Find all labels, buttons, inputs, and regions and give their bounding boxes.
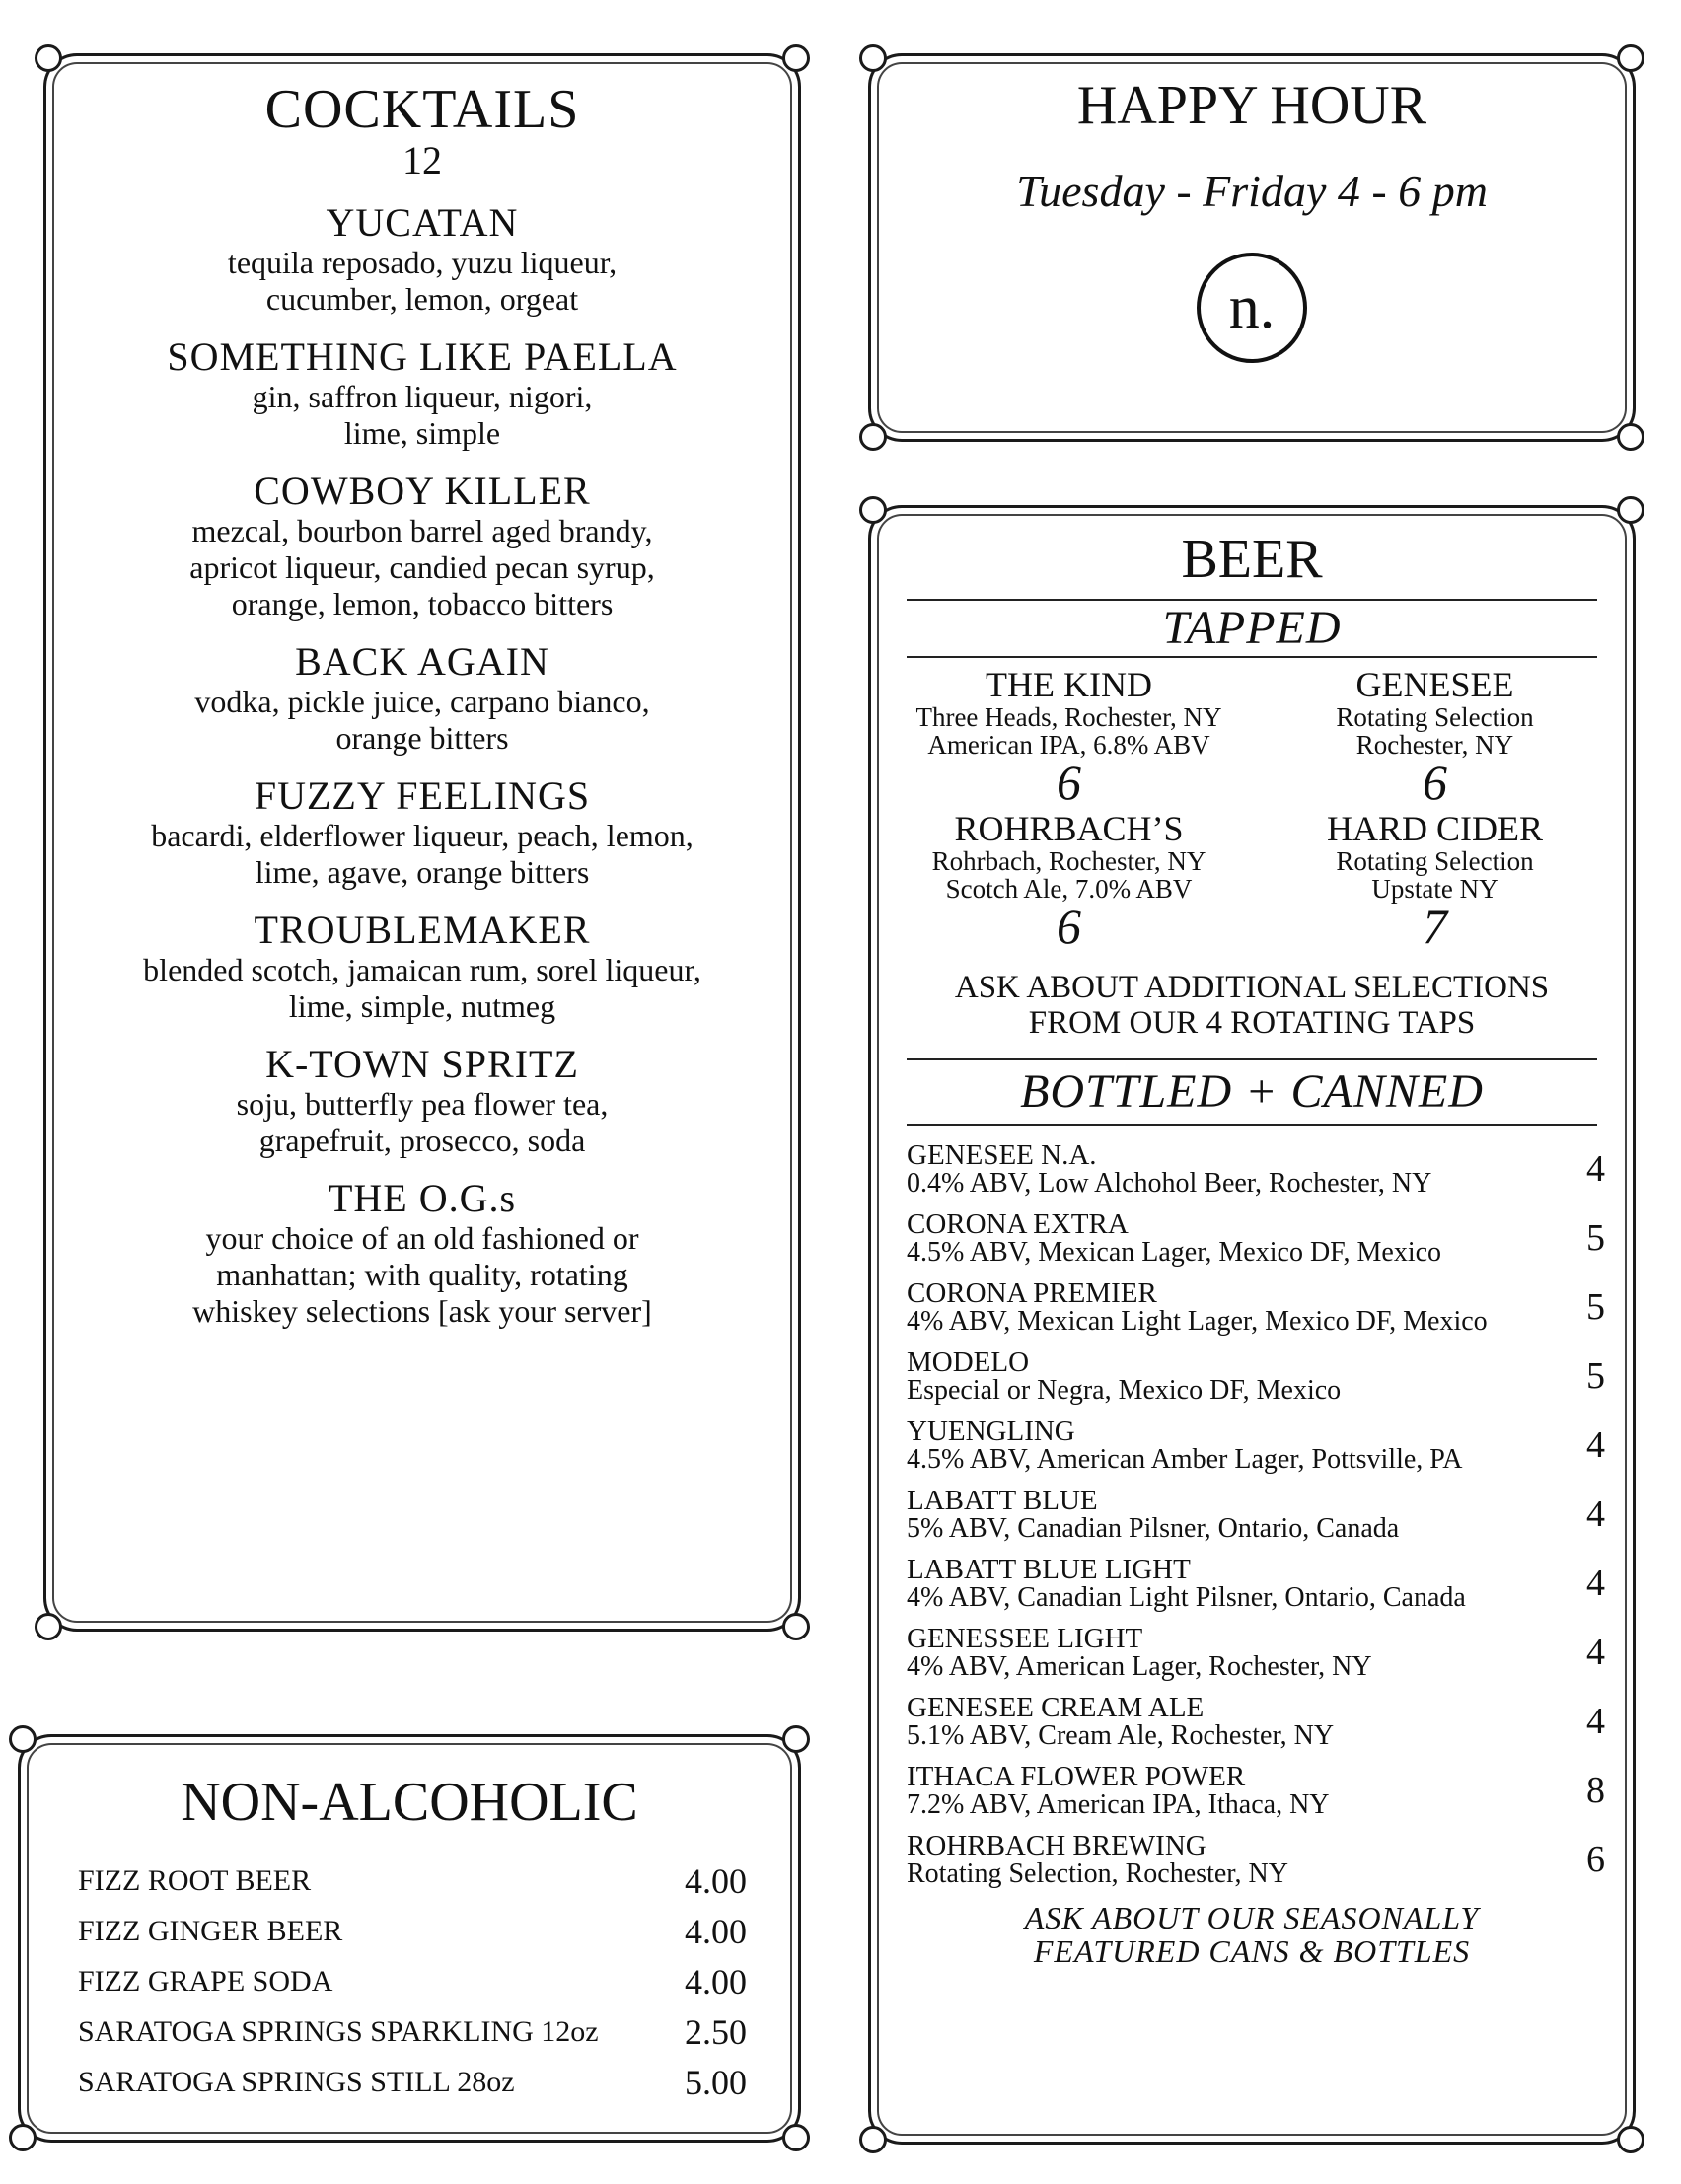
bottle-detail: 4% ABV, American Lager, Rochester, NY [907,1651,1372,1682]
bottled-heading: BOTTLED + CANNED [1020,1065,1484,1118]
tap-item [891,665,1247,810]
bottle-detail: 0.4% ABV, Low Alchohol Beer, Rochester, NY [907,1168,1432,1199]
bottle-price: 4 [1586,1563,1605,1604]
bottle-info [907,1763,1330,1820]
rotating-taps-note [891,970,1613,1041]
bottle-name: MODELO [907,1347,1030,1378]
cocktail-name: YUCATAN [326,200,519,245]
bottle-item [871,1348,1633,1406]
bottle-name: LABATT BLUE [907,1485,1098,1516]
panel-corner [782,2124,810,2151]
tap-style: American IPA, 6.8% ABV [927,730,1210,760]
tap-price: 7 [1423,899,1447,954]
bottle-name: GENESEE CREAM ALE [907,1692,1205,1723]
tap-style: Scotch Ale, 7.0% ABV [945,874,1193,904]
tap-item [891,809,1247,954]
panel-corner [9,1725,37,1753]
tap-item [1257,809,1613,954]
cocktail-item [46,1043,798,1159]
bottle-detail: Especial or Negra, Mexico DF, Mexico [907,1375,1342,1406]
happy-hour-time: Tuesday - Friday 4 - 6 pm [1016,166,1488,216]
bottle-info [907,1487,1399,1544]
bottle-name: YUENGLING [907,1416,1075,1447]
bottle-detail: 4% ABV, Mexican Light Lager, Mexico DF, Mexico [907,1306,1488,1337]
cocktail-description: blended scotch, jamaican rum, sorel liqueur, [143,952,701,987]
tap-name: ROHRBACH’S [954,809,1184,848]
drink-name: FIZZ ROOT BEER [78,1863,312,1897]
seasonal-note [871,1901,1633,1968]
bottle-price: 5 [1586,1355,1605,1397]
panel-corner [859,44,887,72]
bottle-detail: 5.1% ABV, Cream Ale, Rochester, NY [907,1720,1335,1751]
drink-price: 4.00 [685,1911,747,1951]
cocktail-description: lime, agave, orange bitters [255,854,590,890]
panel-corner [782,1725,810,1753]
ask-line: FROM OUR 4 ROTATING TAPS [1028,1005,1476,1041]
cocktail-item [46,1177,798,1330]
bottle-price: 4 [1586,1632,1605,1673]
cocktail-description: soju, butterfly pea flower tea, [236,1086,609,1122]
non-alcoholic-item [21,1956,798,2006]
panel-corner [859,2126,887,2153]
bottle-name: GENESSEE LIGHT [907,1623,1143,1654]
bottle-price: 4 [1586,1493,1605,1535]
cocktail-description: lime, simple [343,415,501,451]
tap-price: 6 [1423,755,1447,810]
restaurant-logo [1197,253,1307,363]
bottle-item [871,1625,1633,1682]
beer-panel [868,505,1636,2145]
cocktails-panel [43,53,801,1632]
beer-title: BEER [1181,529,1323,590]
non-alcoholic-item [21,2006,798,2057]
bottle-item [871,1210,1633,1268]
cocktail-description: orange bitters [335,720,509,756]
cocktail-description: grapefruit, prosecco, soda [258,1123,586,1158]
panel-corner [859,496,887,524]
bottle-name: CORONA EXTRA [907,1208,1129,1240]
panel-corner [782,1613,810,1640]
bottle-price: 8 [1586,1770,1605,1811]
cocktail-description: manhattan; with quality, rotating [216,1257,628,1292]
divider [907,1124,1597,1126]
cocktail-description: cucumber, lemon, orgeat [265,281,579,317]
bottle-item [871,1763,1633,1820]
bottle-price: 6 [1586,1839,1605,1880]
panel-corner [9,2124,37,2151]
bottle-info [907,1418,1463,1475]
non-alcoholic-item [21,1906,798,1956]
cocktail-description: orange, lemon, tobacco bitters [231,586,614,621]
cocktail-description: gin, saffron liqueur, nigori, [252,379,593,414]
cocktail-name: COWBOY KILLER [254,469,591,513]
drink-price: 2.50 [685,2011,747,2052]
cocktail-name: THE O.G.s [328,1176,517,1220]
cocktail-description: vodka, pickle juice, carpano bianco, [194,684,650,719]
panel-corner [35,1613,62,1640]
bottle-detail: 4% ABV, Canadian Light Pilsner, Ontario, Canada [907,1582,1466,1613]
panel-corner [1617,496,1644,524]
cocktails-price: 12 [402,138,442,182]
bottle-info [907,1556,1466,1613]
non-alcoholic-title: NON-ALCOHOLIC [181,1772,638,1833]
bottle-detail: 4.5% ABV, Mexican Lager, Mexico DF, Mexico [907,1237,1442,1268]
divider [907,1058,1597,1060]
cocktail-name: SOMETHING LIKE PAELLA [167,334,678,379]
bottle-detail: 7.2% ABV, American IPA, Ithaca, NY [907,1789,1330,1820]
happy-hour-panel [868,53,1636,442]
cocktail-name: TROUBLEMAKER [254,908,591,952]
tapped-heading: TAPPED [1162,602,1342,654]
non-alcoholic-list [21,1856,798,2107]
cocktails-title: COCKTAILS [264,79,580,140]
bottle-info [907,1694,1334,1751]
tap-style: Rochester, NY [1355,730,1514,760]
drink-price: 4.00 [685,1961,747,2002]
panel-corner [782,44,810,72]
bottle-info [907,1348,1341,1406]
tap-brewery: Rohrbach, Rochester, NY [931,846,1206,876]
cocktail-description: bacardi, elderflower liqueur, peach, lemon, [151,818,694,853]
non-alcoholic-item [21,1856,798,1906]
tap-price: 6 [1057,755,1081,810]
drink-name: SARATOGA SPRINGS SPARKLING 12oz [78,2014,599,2048]
bottle-info [907,1625,1372,1682]
tap-name: THE KIND [986,665,1152,704]
cocktail-description: apricot liqueur, candied pecan syrup, [189,549,655,585]
panel-corner [35,44,62,72]
bottle-detail: Rotating Selection, Rochester, NY [907,1858,1288,1889]
bottle-item [871,1556,1633,1613]
cocktail-item [46,774,798,891]
cocktail-item [46,640,798,757]
cocktail-name: FUZZY FEELINGS [254,773,591,818]
cocktail-description: tequila reposado, yuzu liqueur, [227,245,618,280]
non-alcoholic-panel [18,1734,801,2143]
bottle-detail: 5% ABV, Canadian Pilsner, Ontario, Canada [907,1513,1400,1544]
bottle-name: GENESEE N.A. [907,1139,1097,1171]
bottle-item [871,1418,1633,1475]
cocktail-description: mezcal, bourbon barrel aged brandy, [191,513,653,548]
divider [907,656,1597,658]
bottle-detail: 4.5% ABV, American Amber Lager, Pottsville, PA [907,1444,1463,1475]
bottle-price: 5 [1586,1286,1605,1328]
bottle-info [907,1210,1441,1268]
panel-corner [859,423,887,451]
bottle-item [871,1694,1633,1751]
tap-name: GENESEE [1355,665,1514,704]
tap-item [1257,665,1613,810]
drink-price: 4.00 [685,1860,747,1901]
tap-name: HARD CIDER [1326,809,1543,848]
bottle-name: ROHRBACH BREWING [907,1830,1206,1861]
panel-corner [1617,44,1644,72]
seasonal-line: FEATURED CANS & BOTTLES [1033,1933,1471,1969]
cocktail-list [46,201,798,1330]
drink-name: SARATOGA SPRINGS STILL 28oz [78,2065,515,2098]
cocktail-description: lime, simple, nutmeg [288,988,556,1024]
bottle-price: 4 [1586,1424,1605,1466]
cocktail-item [46,470,798,622]
bottle-price: 4 [1586,1701,1605,1742]
drink-name: FIZZ GINGER BEER [78,1914,343,1947]
cocktail-name: BACK AGAIN [295,639,549,684]
bottle-name: ITHACA FLOWER POWER [907,1761,1246,1792]
bottle-price: 5 [1586,1217,1605,1259]
tap-style: Upstate NY [1371,874,1498,904]
cocktail-item [46,335,798,452]
tap-price: 6 [1057,899,1081,954]
cocktail-description: your choice of an old fashioned or [205,1220,639,1256]
bottle-name: LABATT BLUE LIGHT [907,1554,1191,1585]
bottle-name: CORONA PREMIER [907,1277,1157,1309]
bottle-item [871,1487,1633,1544]
seasonal-line: ASK ABOUT OUR SEASONALLY [1024,1900,1480,1935]
drink-name: FIZZ GRAPE SODA [78,1964,333,1998]
bottle-item [871,1832,1633,1889]
happy-hour-title: HAPPY HOUR [1076,75,1427,136]
tap-brewery: Three Heads, Rochester, NY [915,702,1222,732]
bottle-list [871,1141,1633,1889]
tap-brewery: Rotating Selection [1336,702,1534,732]
bottle-item [871,1279,1633,1337]
cocktail-description: whiskey selections [ask your server] [192,1293,652,1329]
tap-list [871,666,1633,954]
bottle-item [871,1141,1633,1199]
bottle-info [907,1832,1288,1889]
bottle-price: 4 [1586,1148,1605,1190]
panel-corner [1617,423,1644,451]
non-alcoholic-item [21,2057,798,2107]
panel-corner [1617,2126,1644,2153]
logo-letter: n. [1228,274,1276,341]
drink-price: 5.00 [685,2062,747,2102]
cocktail-name: K-TOWN SPRITZ [265,1042,579,1086]
bottle-info [907,1279,1488,1337]
bottle-info [907,1141,1431,1199]
cocktail-item [46,201,798,318]
ask-line: ASK ABOUT ADDITIONAL SELECTIONS [954,970,1550,1005]
tap-brewery: Rotating Selection [1336,846,1534,876]
cocktail-item [46,909,798,1025]
